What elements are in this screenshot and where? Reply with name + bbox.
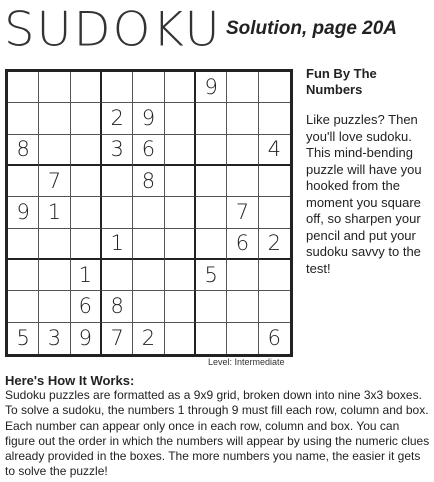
empty-cell[interactable] [102,197,133,228]
given-cell: 8 [133,166,164,197]
difficulty-level: Level: Intermediate [208,357,285,367]
solution-reference: Solution, page 20A [226,18,398,39]
instructions [5,373,431,480]
empty-cell[interactable] [259,291,290,322]
empty-cell[interactable] [39,229,70,260]
empty-cell[interactable] [71,103,102,134]
empty-cell[interactable] [8,291,39,322]
given-cell: 6 [133,135,164,166]
given-cell: 2 [133,323,164,354]
given-cell: 7 [39,166,70,197]
empty-cell[interactable] [39,72,70,103]
given-cell: 4 [259,135,290,166]
given-cell: 2 [102,103,133,134]
empty-cell[interactable] [227,260,258,291]
given-cell: 9 [71,323,102,354]
empty-cell[interactable] [102,166,133,197]
empty-cell[interactable] [196,291,227,322]
empty-cell[interactable] [133,72,164,103]
given-cell: 1 [71,260,102,291]
given-cell: 1 [102,229,133,260]
empty-cell[interactable] [259,197,290,228]
empty-cell[interactable] [8,103,39,134]
given-cell: 6 [267,326,282,351]
given-cell: 7 [227,197,258,228]
given-cell: 3 [102,135,133,166]
empty-cell[interactable] [196,229,227,260]
instructions-title: Here's How It Works: [5,373,135,388]
empty-cell[interactable] [196,323,227,354]
empty-cell[interactable] [165,291,196,322]
empty-cell[interactable] [8,72,39,103]
empty-cell[interactable] [102,72,133,103]
given-cell: 8 [8,135,39,166]
empty-cell[interactable] [165,166,196,197]
sidebar [306,66,430,277]
empty-cell[interactable] [165,197,196,228]
empty-cell[interactable] [71,166,102,197]
empty-cell[interactable] [165,135,196,166]
sudoku-logo: SUDOKU [4,2,222,58]
empty-cell[interactable] [196,135,227,166]
given-cell: 5 [196,260,227,291]
empty-cell[interactable] [8,166,39,197]
given-cell: 6 [227,229,258,260]
empty-cell[interactable] [227,323,258,354]
empty-cell[interactable] [133,260,164,291]
empty-cell[interactable] [227,103,258,134]
instructions-body: Sudoku puzzles are formatted as a 9x9 grid, broken down into nine 3x3 boxes. To solve a sudoku, the numbers 1 through 9 must fill each row, column and box. Each number can appear only once in each row, column and box. You can figure out the order in which the numbers will appear by using the numeric clues already provided in the boxes. The more numbers you name, the easier it gets to solve the puzzle! [5,388,430,479]
given-cell: 9 [133,103,164,134]
given-cell: 2 [259,229,290,260]
empty-cell[interactable] [71,72,102,103]
empty-cell[interactable] [196,166,227,197]
empty-cell[interactable] [259,260,290,291]
sudoku-grid [5,69,293,357]
empty-cell[interactable] [259,166,290,197]
empty-cell[interactable] [133,291,164,322]
empty-cell[interactable] [227,166,258,197]
empty-cell[interactable] [227,135,258,166]
empty-cell[interactable] [133,229,164,260]
given-cell: 5 [8,323,39,354]
given-cell: 7 [102,323,133,354]
empty-cell[interactable] [259,72,290,103]
empty-cell[interactable] [259,103,290,134]
empty-cell[interactable] [71,197,102,228]
empty-cell[interactable] [39,135,70,166]
empty-cell[interactable] [227,291,258,322]
empty-cell[interactable] [165,323,196,354]
empty-cell[interactable] [133,197,164,228]
empty-cell[interactable] [196,103,227,134]
empty-cell[interactable] [227,72,258,103]
sidebar-title: Fun By The Numbers [306,66,377,97]
given-cell: 9 [196,72,227,103]
empty-cell[interactable] [8,229,39,260]
empty-cell[interactable] [39,260,70,291]
given-cell: 9 [8,197,39,228]
sidebar-body: Like puzzles? Then you'll love sudoku. This mind-bending puzzle will have you hooked from the moment you square off, so sharpen your pencil and put your sudoku savvy to the test! [306,112,422,276]
empty-cell[interactable] [102,260,133,291]
given-cell: 8 [102,291,133,322]
empty-cell[interactable] [39,291,70,322]
empty-cell[interactable] [71,229,102,260]
empty-cell[interactable] [165,260,196,291]
empty-cell[interactable] [8,260,39,291]
empty-cell[interactable] [165,103,196,134]
empty-cell[interactable] [196,197,227,228]
empty-cell[interactable] [71,135,102,166]
empty-cell[interactable] [39,103,70,134]
empty-cell[interactable] [165,72,196,103]
empty-cell[interactable] [165,229,196,260]
given-cell: 6 [71,291,102,322]
given-cell: 1 [39,197,70,228]
given-cell: 3 [39,323,70,354]
